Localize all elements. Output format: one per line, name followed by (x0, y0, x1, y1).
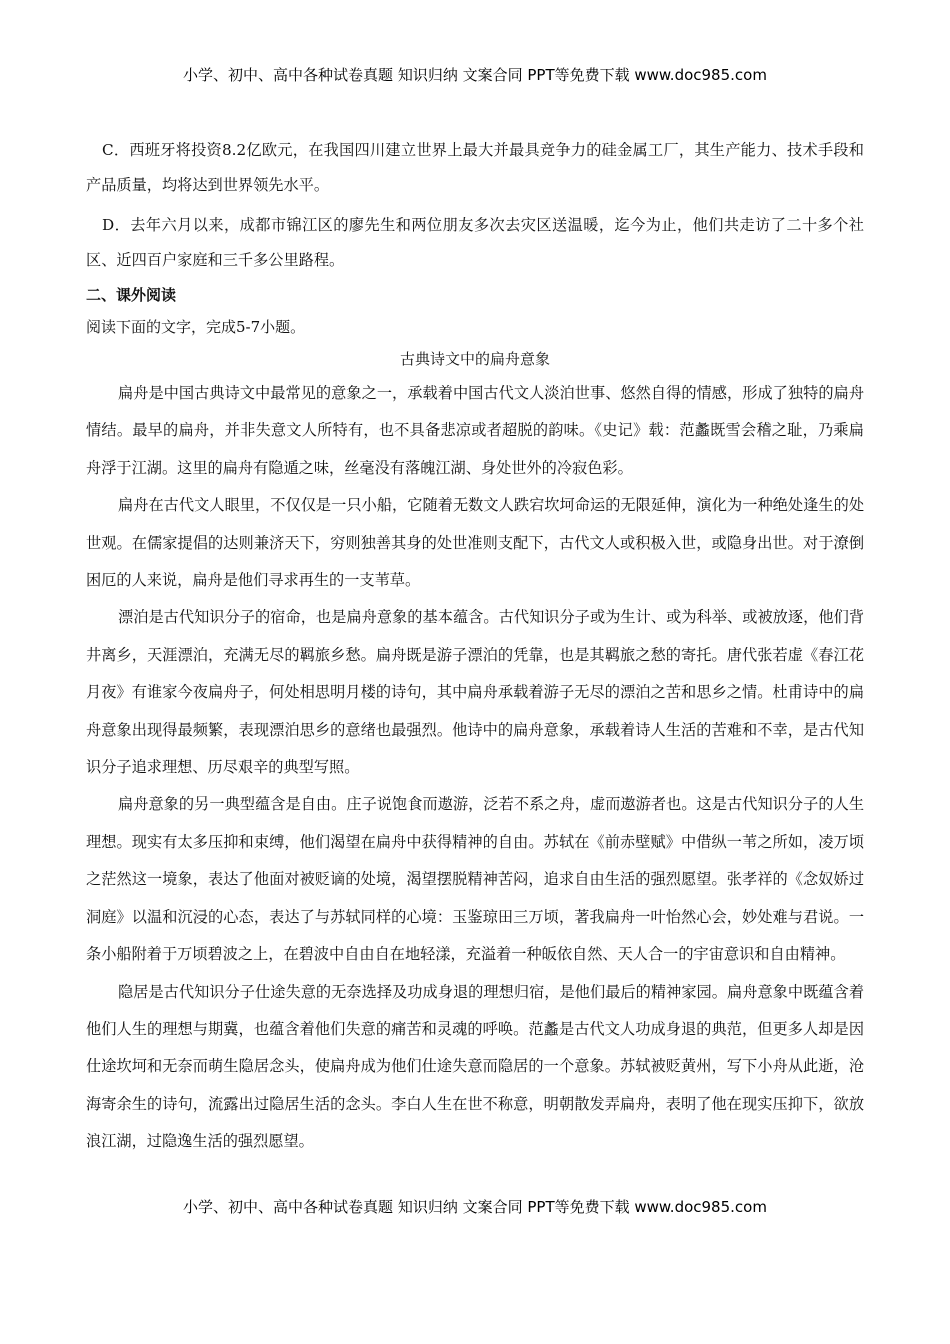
section-title: 二、课外阅读 (86, 286, 177, 304)
section-instruction: 阅读下面的文字，完成5-7小题。 (86, 318, 306, 336)
article-paragraph-4: 扁舟意象的另一典型蕴含是自由。庄子说饱食而遨游，泛若不系之舟，虚而遨游者也。这是古代知识分子的人生理想。现实有太多压抑和束缚，他们渴望在扁舟中获得精神的自由。苏轼在《前赤壁赋》中借纵一苇之所如，凌万顷之茫然这一境象，表达了他面对被贬谪的处境，渴望摆脱精神苦闷，追求自由生活的强烈愿望。张孝祥的《念奴娇过洞庭》以温和沉浸的心态，表达了与苏轼同样的心境：玉鉴琼田三万顷，著我扁舟一叶怡然心会，妙处难与君说。一条小船附着于万顷碧波之上，在碧波中自由自在地轻漾，充溢着一种皈依自然、天人合一的宇宙意识和自由精神。 (86, 795, 864, 964)
article-paragraph-1: 扁舟是中国古典诗文中最常见的意象之一，承载着中国古代文人淡泊世事、悠然自得的情感，形成了独特的扁舟情结。最早的扁舟，并非失意文人所特有，也不具备悲凉或者超脱的韵味。《史记》载：范蠡既雪会稽之耻，乃乘扁舟浮于江湖。这里的扁舟有隐遁之味，丝毫没有落魄江湖、身处世外的冷寂色彩。 (86, 384, 864, 477)
document-body (86, 133, 864, 1161)
page-footer: 小学、初中、高中各种试卷真题 知识归纳 文案合同 PPT等免费下载 www.doc985.com (183, 1198, 767, 1216)
page-header: 小学、初中、高中各种试卷真题 知识归纳 文案合同 PPT等免费下载 www.doc985.com (183, 66, 767, 84)
option-d: D．去年六月以来，成都市锦江区的廖先生和两位朋友多次去灾区送温暖，迄今为止，他们共走访了二十多个社区、近四百户家庭和三千多公里路程。 (86, 216, 864, 269)
article-title: 古典诗文中的扁舟意象 (399, 350, 550, 368)
article-paragraph-2: 扁舟在古代文人眼里，不仅仅是一只小船，它随着无数文人跌宕坎坷命运的无限延伸，演化为一种绝处逢生的处世观。在儒家提倡的达则兼济天下，穷则独善其身的处世准则支配下，古代文人或积极入世，或隐身出世。对于潦倒困厄的人来说，扁舟是他们寻求再生的一支苇草。 (86, 496, 864, 590)
article-paragraph-3: 漂泊是古代知识分子的宿命，也是扁舟意象的基本蕴含。古代知识分子或为生计、或为科举、或被放逐，他们背井离乡，天涯漂泊，充满无尽的羁旅乡愁。扁舟既是游子漂泊的凭靠，也是其羁旅之愁的寄托。唐代张若虚《春江花月夜》有谁家今夜扁舟子，何处相思明月楼的诗句，其中扁舟承载着游子无尽的漂泊之苦和思乡之情。杜甫诗中的扁舟意象出现得最频繁，表现漂泊思乡的意绪也最强烈。他诗中的扁舟意象，承载着诗人生活的苦难和不幸，是古代知识分子追求理想、历尽艰辛的典型写照。 (86, 608, 864, 777)
article-paragraph-5: 隐居是古代知识分子仕途失意的无奈选择及功成身退的理想归宿，是他们最后的精神家园。扁舟意象中既蕴含着他们人生的理想与期冀，也蕴含着他们失意的痛苦和灵魂的呼唤。范蠡是古代文人功成身退的典范，但更多人却是因仕途坎坷和无奈而萌生隐居念头，使扁舟成为他们仕途失意而隐居的一个意象。苏轼被贬黄州，写下小舟从此逝，沧海寄余生的诗句，流露出过隐居生活的念头。李白人生在世不称意，明朝散发弄扁舟，表明了他在现实压抑下，欲放浪江湖，过隐逸生活的强烈愿望。 (86, 982, 864, 1151)
option-c: C．西班牙将投资8.2亿欧元，在我国四川建立世界上最大并最具竞争力的硅金属工厂，其生产能力、技术手段和产品质量，均将达到世界领先水平。 (86, 141, 864, 194)
